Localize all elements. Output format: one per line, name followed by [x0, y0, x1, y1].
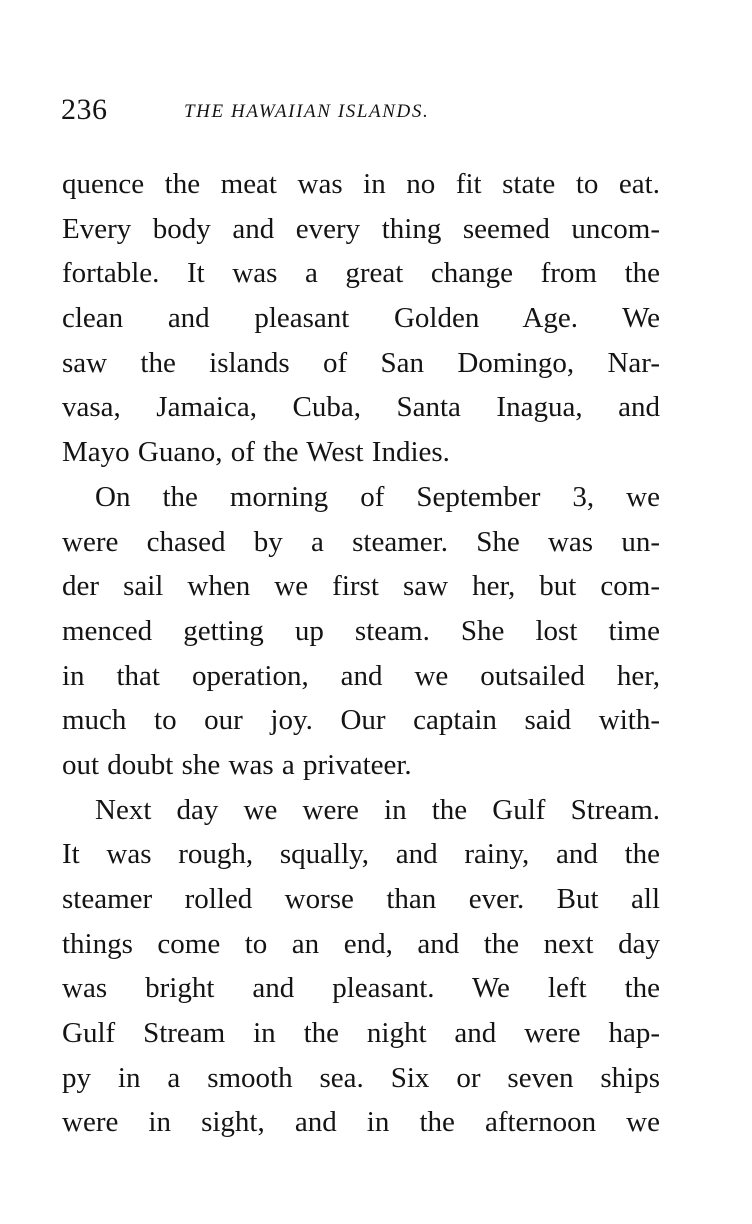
text-line: quence the meat was in no fit state to eat.: [62, 168, 660, 200]
text-line: py in a smooth sea. Six or seven ships: [62, 1061, 660, 1094]
text-line: Gulf Stream in the night and were hap-: [62, 1017, 660, 1050]
text-line: It was rough, squally, and rainy, and the: [62, 838, 660, 871]
text-line: was bright and pleasant. We left the: [62, 972, 660, 1005]
text-line: in that operation, and we outsailed her,: [62, 659, 660, 692]
running-title: THE HAWAIIAN ISLANDS.: [184, 101, 430, 122]
running-head: [61, 92, 661, 132]
text-line: vasa, Jamaica, Cuba, Santa Inagua, and: [62, 391, 660, 424]
body-text: [62, 162, 660, 1145]
text-line: were chased by a steamer. She was un-: [62, 525, 660, 558]
text-line: out doubt she was a privateer.: [62, 748, 412, 781]
text-line: were in sight, and in the afternoon we: [62, 1106, 660, 1139]
text-line: Mayo Guano, of the West Indies.: [62, 436, 450, 469]
paragraph-first-line: On the morning of September 3, we: [95, 480, 660, 513]
page-number: 236: [61, 93, 108, 126]
text-line: der sail when we first saw her, but com-: [62, 570, 660, 603]
text-line: fortable. It was a great change from the: [62, 257, 660, 290]
text-line: menced getting up steam. She lost time: [62, 614, 660, 647]
text-line: saw the islands of San Domingo, Nar-: [62, 346, 660, 379]
text-line: things come to an end, and the next day: [62, 927, 660, 960]
text-line: steamer rolled worse than ever. But all: [62, 883, 660, 915]
text-line: much to our joy. Our captain said with-: [62, 704, 660, 737]
text-line: Every body and every thing seemed uncom-: [62, 212, 660, 245]
paragraph-first-line: Next day we were in the Gulf Stream.: [95, 793, 660, 826]
text-line: clean and pleasant Golden Age. We: [62, 302, 660, 335]
